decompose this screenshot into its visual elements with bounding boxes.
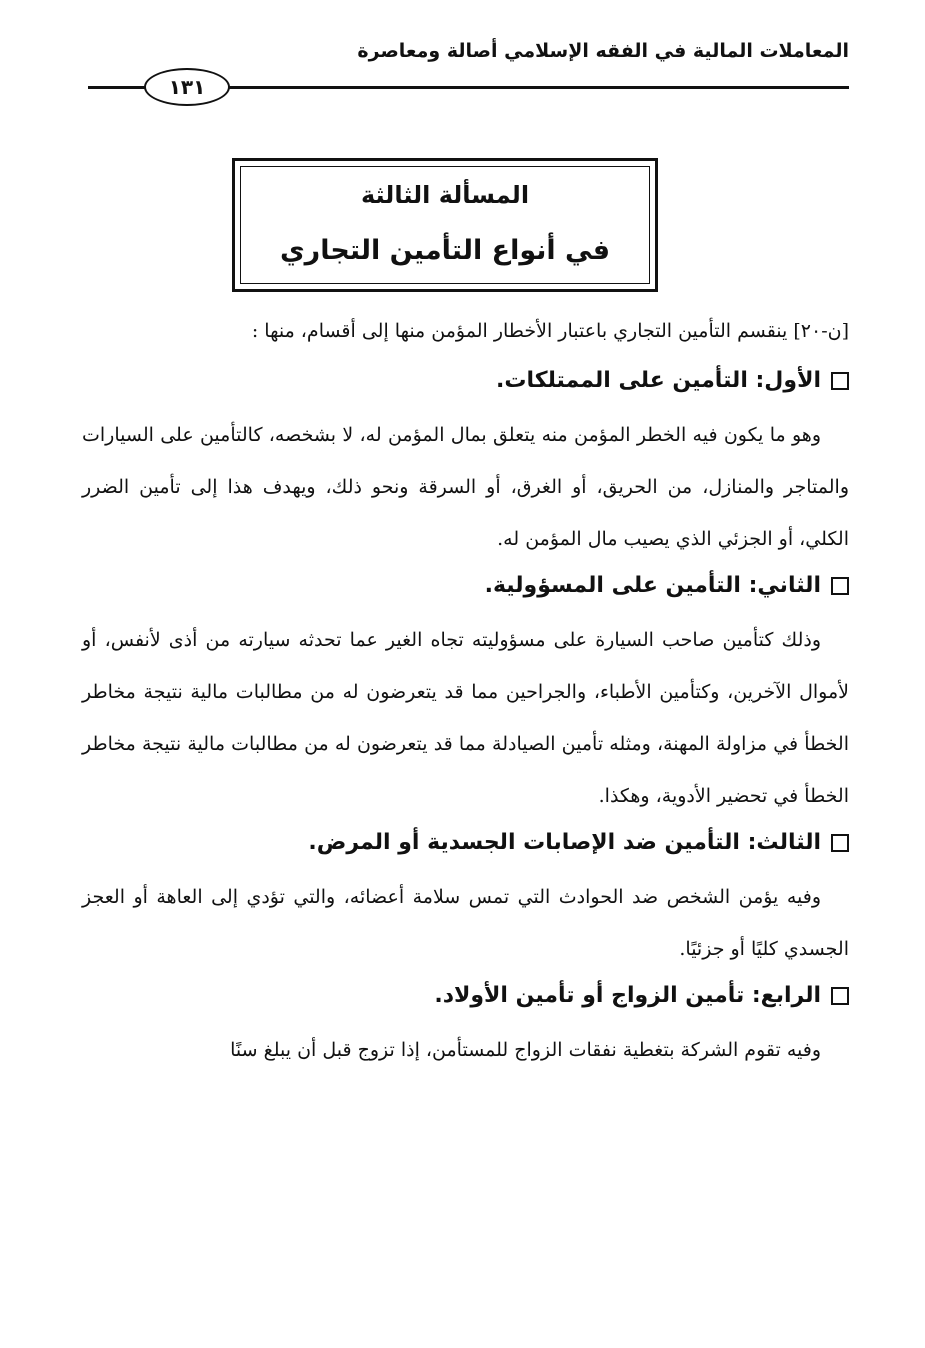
section-paragraph: وفيه تقوم الشركة بتغطية نفقات الزواج للمستأمن، إذا تزوج قبل أن يبلغ سنًا — [230, 1039, 821, 1061]
checkbox-bullet-icon — [831, 372, 849, 390]
section-heading — [82, 573, 849, 598]
section-title-line2: في أنواع التأمين التجاري — [279, 235, 611, 266]
section-title-box — [232, 158, 658, 292]
main-content — [82, 316, 849, 1084]
page-number: ١٣١ — [144, 68, 230, 106]
section-heading — [82, 983, 849, 1008]
running-header-title: المعاملات المالية في الفقه الإسلامي أصالة ومعاصرة — [357, 40, 849, 62]
section-paragraph: وهو ما يكون فيه الخطر المؤمن منه يتعلق بمال المؤمن له، لا بشخصه، كالتأمين على السيارات والمتاجر والمنازل، من الحريق، أو الغرق، أو السرقة ونحو ذلك، ويهدف هذا إلى تأمين الضرر الكلي، أو الجزئي الذي يصيب مال المؤمن له. — [82, 424, 849, 550]
section-heading-text: الرابع: تأمين الزواج أو تأمين الأولاد. — [434, 983, 821, 1008]
section-heading-text: الثاني: التأمين على المسؤولية. — [484, 573, 821, 598]
intro-paragraph: [ن-٢٠] ينقسم التأمين التجاري باعتبار الأخطار المؤمن منها إلى أقسام، منها : — [251, 320, 849, 342]
checkbox-bullet-icon — [831, 834, 849, 852]
section-heading-text: الأول: التأمين على الممتلكات. — [496, 368, 821, 393]
section-heading — [82, 368, 849, 393]
checkbox-bullet-icon — [831, 577, 849, 595]
section-paragraph: وفيه يؤمن الشخص ضد الحوادث التي تمس سلامة أعضائه، والتي تؤدي إلى العاهة أو العجز الجسدي كليًا أو جزئيًا. — [82, 886, 849, 960]
section-paragraph: وذلك كتأمين صاحب السيارة على مسؤوليته تجاه الغير عما تحدثه سيارته من أذى لأنفس، أو لأموال الآخرين، وكتأمين الأطباء، والجراحين مما قد يتعرضون له من مطالبات مالية نتيجة مخاطر الخطأ في مزاولة المهنة، ومثله تأمين الصيادلة مما قد يتعرضون له من مطالبات مالية نتيجة مخاطر الخطأ في تحضير الأدوية، وهكذا. — [82, 629, 849, 807]
section-title-line1: المسألة الثالثة — [360, 181, 530, 209]
section-heading — [82, 830, 849, 855]
checkbox-bullet-icon — [831, 987, 849, 1005]
section-heading-text: الثالث: التأمين ضد الإصابات الجسدية أو المرض. — [308, 830, 821, 855]
